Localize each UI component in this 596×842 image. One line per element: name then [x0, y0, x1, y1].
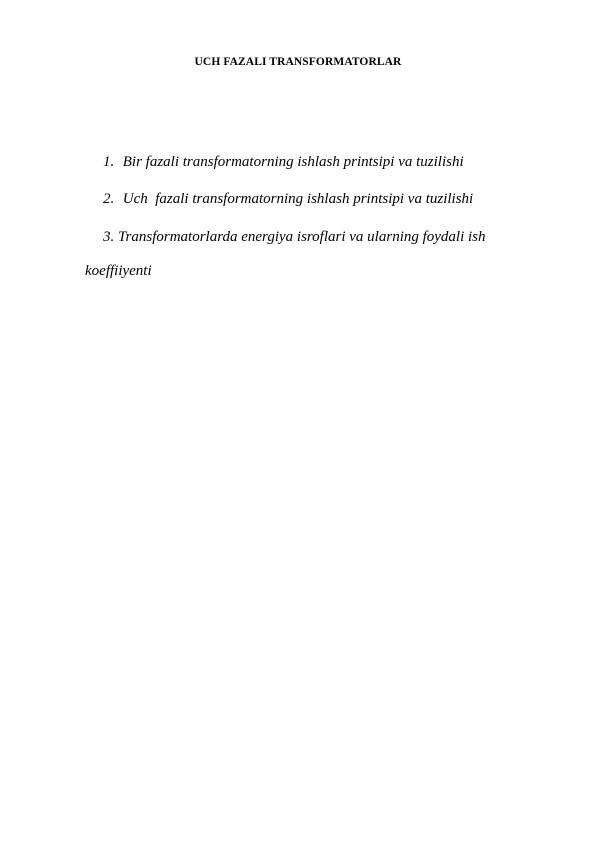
list-item-text: Bir fazali transformatorning ishlash printsipi va tuzilishi: [122, 154, 464, 170]
list-item: [103, 191, 473, 208]
list-item-number: 1.: [103, 154, 115, 170]
list-item-number: 2.: [103, 191, 115, 207]
list-item: [103, 154, 464, 171]
page-title: UCH FAZALI TRANSFORMATORLAR: [194, 56, 402, 68]
list-item: [103, 229, 486, 246]
list-item-text: Uch fazali transformatorning ishlash printsipi va tuzilishi: [122, 191, 474, 207]
list-item-number: 3.: [103, 229, 115, 245]
list-item-text: Transformatorlarda energiya isroflari va ularning foydali ish: [118, 229, 486, 245]
list-item-continuation: koeffiiyenti: [85, 263, 152, 279]
